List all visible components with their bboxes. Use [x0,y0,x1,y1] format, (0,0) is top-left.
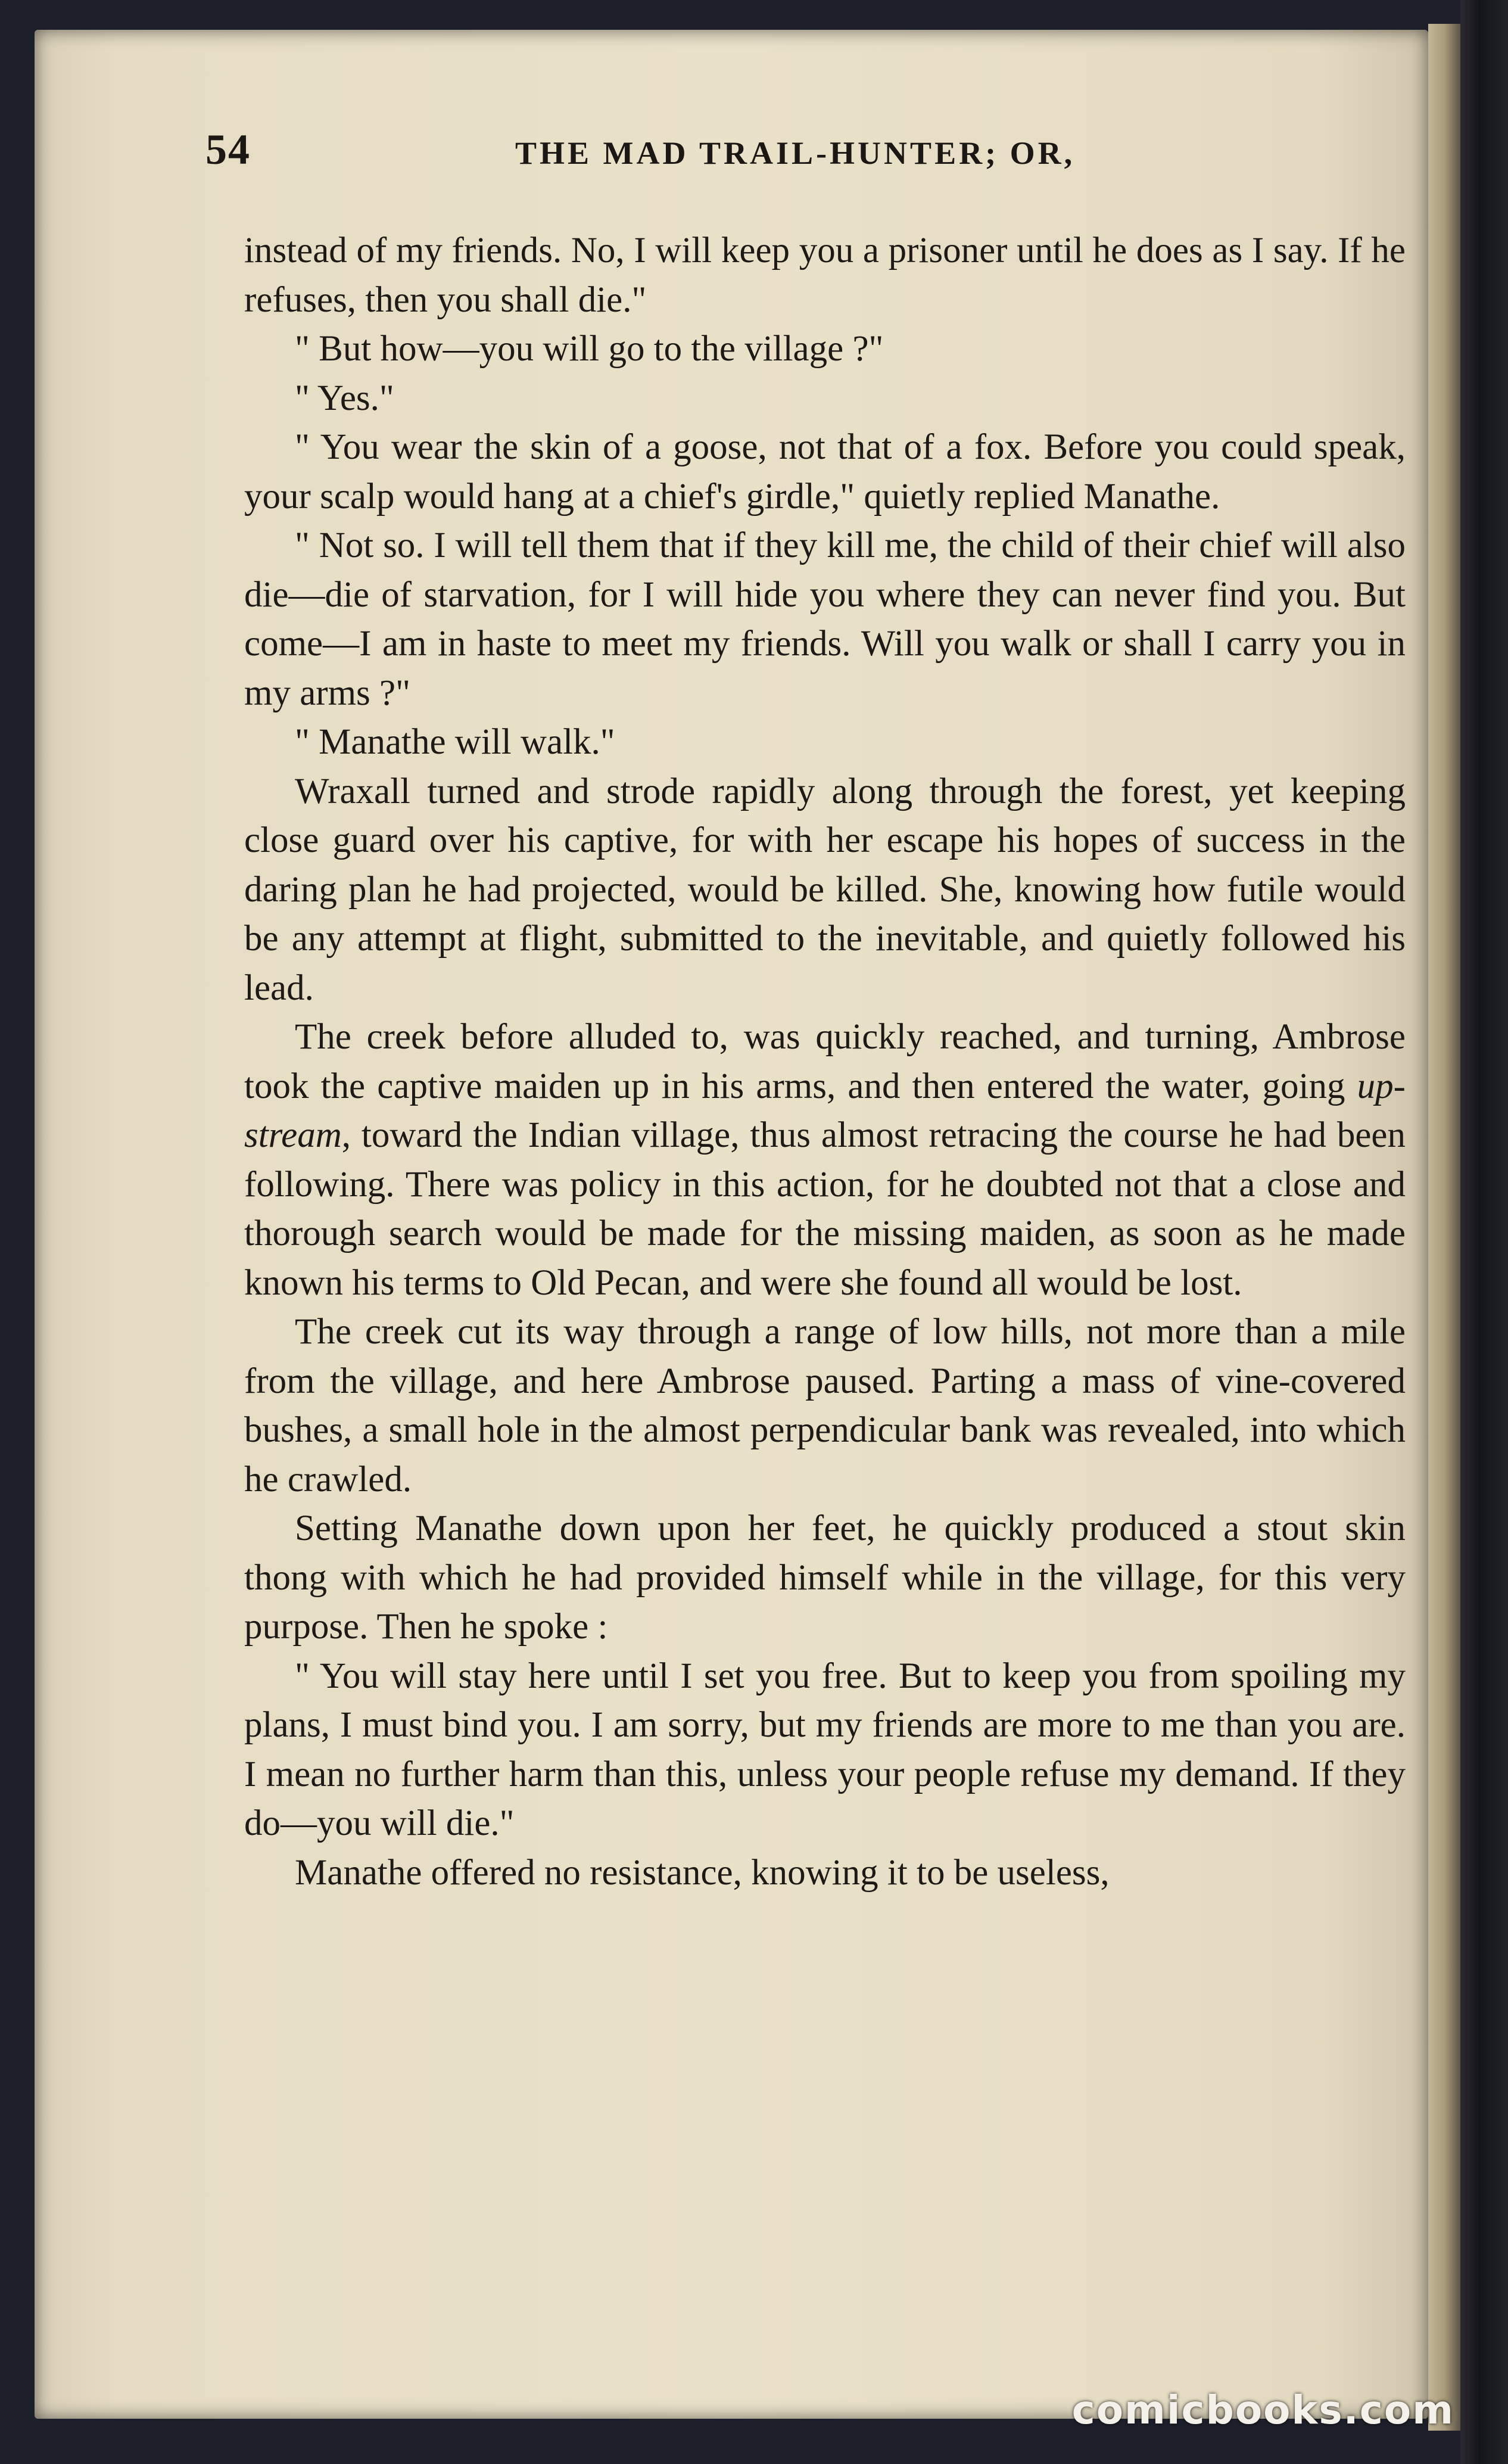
running-head: THE MAD TRAIL-HUNTER; OR, [515,135,1076,171]
page-header [205,125,1426,191]
emphasis-text: up-stream [244,1066,1406,1155]
paragraph-text: The creek before alluded to, was quickly reached, and turning, Ambrose took the captive maiden up in his arms, and then entered the water, going [244,1017,1406,1106]
paragraph: " Manathe will walk." [295,722,615,762]
watermark-text: comicbooks.com [1071,2387,1454,2433]
paragraph: " You wear the skin of a goose, not that of a fox. Before you could speak, your scalp would hang at a chief's girdle," quietly replied Manathe. [244,427,1406,517]
paragraph: instead of my friends. No, I will keep you a prisoner until he does as I say. If he refuses, then you shall die." [244,231,1406,320]
paragraph: " Yes." [295,378,394,418]
paragraph [244,1013,1406,1308]
page-edge [1428,24,1460,2431]
paragraph: Wraxall turned and strode rapidly along through the forest, yet keeping close guard over his captive, for with her escape his hopes of success in the daring plan he had projected, would be killed. She, knowing how futile would be any attempt at flight, submitted to the inevitable, and quietly followed his lead. [244,771,1406,1008]
paragraph: Manathe offered no resistance, knowing it to be useless, [295,1852,1110,1893]
book-binding [1460,0,1508,2464]
paragraph: " You will stay here until I set you free. But to keep you from spoiling my plans, I must bind you. I am sorry, but my friends are more to me than you are. I mean no further harm than this, unless your people refuse my demand. If they do—you will die." [244,1656,1406,1843]
paragraph-text: , toward the Indian village, thus almost retracing the course he had been following. There was policy in this action, for he doubted not that a close and thorough search would be made for the missing maiden, as soon as he made known his terms to Old Pecan, and were she found all would be lost. [244,1115,1406,1303]
paragraph: " Not so. I will tell them that if they kill me, the child of their chief will also die—die of starvation, for I will hide you where they can never find you. But come—I am in haste to meet my friends. Will you walk or shall I carry you in my arms ?" [244,525,1406,713]
body-text [244,226,1406,2240]
paragraph: Setting Manathe down upon her feet, he quickly produced a stout skin thong with which he had provided himself while in the village, for this very purpose. Then he spoke : [244,1508,1406,1647]
paragraph: " But how—you will go to the village ?" [295,329,884,369]
paragraph: The creek cut its way through a range of low hills, not more than a mile from the village, and here Ambrose paused. Parting a mass of vine-covered bushes, a small hole in the almost perpendicular bank was revealed, into which he crawled. [244,1312,1406,1499]
page-number: 54 [205,126,251,173]
